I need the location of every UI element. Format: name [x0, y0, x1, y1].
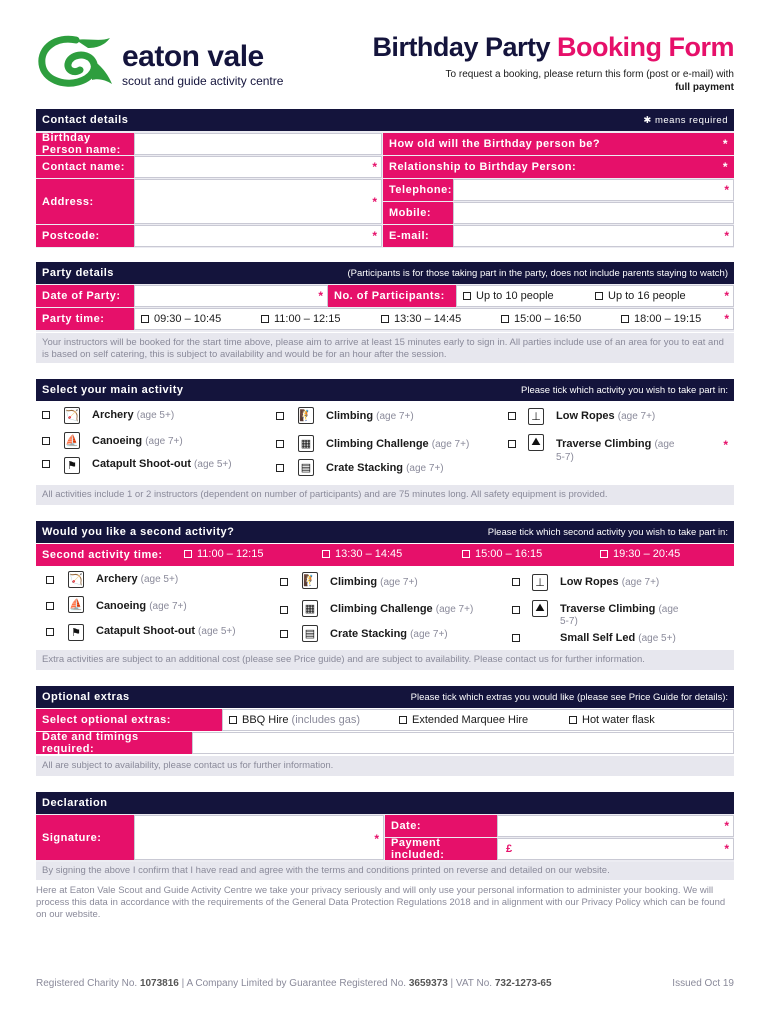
participants-10-option[interactable]: Up to 10 people	[463, 290, 554, 302]
party-header: Party details (Participants is for those taking part in the party, does not include parents staying to watch)	[36, 262, 734, 284]
checkbox[interactable]	[463, 292, 471, 300]
second-activity-note: Extra activities are subject to an additional cost (please see Price guide) and are subject to availability. Please contact us for further information.	[36, 650, 734, 670]
second-traverse-option[interactable]: Traverse Climbing (age	[560, 603, 679, 615]
birthday-person-label: Birthday Person name:	[36, 133, 134, 155]
date-of-party-label: Date of Party:	[36, 285, 134, 307]
logo-subtitle: scout and guide activity centre	[122, 74, 284, 88]
postcode-field[interactable]: *	[134, 225, 382, 247]
second-traverse-checkbox[interactable]	[512, 606, 520, 614]
charity-number: 1073816	[139, 978, 179, 989]
contact-header	[36, 109, 734, 131]
checkbox[interactable]	[569, 716, 577, 724]
low-ropes-icon: ⊥	[532, 574, 548, 591]
email-label: E-mail:	[383, 225, 453, 247]
vat-number: 732-1273-65	[494, 978, 552, 989]
second-climbing-checkbox[interactable]	[280, 578, 288, 586]
privacy-text: Here at Eaton Vale Scout and Guide Activity Centre we take your privacy seriously and will only use your personal information to administer your booking. We will process this data in accordance with the requirements of the General Data Protection Regulations 2018 and in alignment with our Privacy Policy which can be found on our website.	[36, 885, 726, 920]
required-note: ✱ means required	[643, 114, 728, 126]
hot-water-flask-option[interactable]: Hot water flask	[569, 714, 655, 726]
traverse-icon: ⛰	[532, 600, 548, 617]
main-activity-grid: 🏹 Archery (age 5+) ⛵ Canoeing (age 7+) ⚑ Catapult Shoot-out (age 5+) 🧗 Climbing (age 7+) ▦ Climbing Challenge (age 7+) ▤ Crate Stacking (age 7+) ⊥ Low Ropes (age 7+) ⛰ Traverse Climbing (age 5-7) *	[36, 401, 734, 481]
second-time-4[interactable]: 19:30 – 20:45	[600, 548, 680, 560]
second-archery-checkbox[interactable]	[46, 576, 54, 584]
catapult-icon: ⚑	[68, 624, 84, 641]
second-time-label: Second activity time:	[36, 544, 176, 566]
second-climbing-challenge-option[interactable]: Climbing Challenge (age 7+)	[330, 603, 474, 615]
second-activity-grid	[36, 566, 734, 648]
archery-icon: 🏹	[64, 407, 80, 424]
second-time-3[interactable]: 15:00 – 16:15	[462, 548, 542, 560]
second-crate-checkbox[interactable]	[280, 630, 288, 638]
party-note: Your instructors will be booked for the start time above, please aim to arrive at least 15 minutes early to sign in. All parties include use of an area for you to eat and is based on self catering, this is subject to availability and would be for an hour after the session.	[36, 333, 734, 363]
contact-header-label: Contact details	[42, 114, 129, 126]
climbing-challenge-option[interactable]: Climbing Challenge (age 7+)	[326, 438, 470, 450]
second-canoeing-checkbox[interactable]	[46, 602, 54, 610]
participants-label: No. of Participants:	[328, 285, 456, 307]
catapult-option[interactable]: Catapult Shoot-out (age 5+)	[92, 458, 232, 470]
address-field[interactable]: *	[134, 179, 382, 224]
checkbox[interactable]	[462, 550, 470, 558]
second-catapult-checkbox[interactable]	[46, 628, 54, 636]
checkbox[interactable]	[261, 315, 269, 323]
title-part-2: Booking Form	[557, 32, 734, 62]
declaration-note: By signing the above I confirm that I have read and agree with the terms and conditions printed on reverse and detailed on our website.	[36, 862, 734, 880]
traverse-checkbox[interactable]	[508, 440, 516, 448]
second-canoeing-option[interactable]: Canoeing (age 7+)	[96, 600, 187, 612]
climbing-option[interactable]: Climbing (age 7+)	[326, 410, 414, 422]
climbing-wall-icon: ▦	[298, 435, 314, 452]
timings-label: Date and timings required:	[36, 732, 192, 754]
date-of-party-field[interactable]: *	[134, 285, 328, 307]
logo	[36, 34, 296, 90]
crate-stacking-checkbox[interactable]	[276, 464, 284, 472]
currency-symbol: £	[506, 843, 513, 855]
second-activity-header: Would you like a second activity? Please tick which second activity you wish to take part in:	[36, 521, 734, 543]
telephone-field[interactable]: *	[453, 179, 734, 201]
contact-name-field[interactable]: *	[134, 156, 382, 178]
traverse-icon: ⛰	[528, 434, 544, 451]
logo-name: eaton vale	[122, 40, 264, 73]
second-crate-option[interactable]: Crate Stacking (age 7+)	[330, 628, 448, 640]
catapult-icon: ⚑	[64, 457, 80, 474]
page-title	[372, 32, 734, 63]
extras-options	[222, 709, 734, 731]
climbing-icon: 🧗	[302, 572, 318, 589]
date-label: Date:	[385, 815, 497, 837]
checkbox[interactable]	[621, 315, 629, 323]
small-self-led-checkbox[interactable]	[512, 634, 520, 642]
time-option-1[interactable]: 09:30 – 10:45	[141, 313, 221, 325]
mobile-label: Mobile:	[383, 202, 453, 224]
issued-date: Issued Oct 19	[672, 978, 734, 989]
checkbox[interactable]	[229, 716, 237, 724]
checkbox[interactable]	[141, 315, 149, 323]
checkbox[interactable]	[322, 550, 330, 558]
contact-name-label: Contact name:	[36, 156, 134, 178]
archery-option[interactable]: Archery (age 5+)	[92, 409, 175, 421]
extras-header: Optional extras Please tick which extras you would like (please see Price Guide for details):	[36, 686, 734, 708]
postcode-label: Postcode:	[36, 225, 134, 247]
timings-field[interactable]	[192, 732, 734, 754]
climbing-challenge-checkbox[interactable]	[276, 440, 284, 448]
traverse-option[interactable]: Traverse Climbing (age	[556, 438, 675, 450]
checkbox[interactable]	[600, 550, 608, 558]
canoe-icon: ⛵	[68, 596, 84, 613]
mobile-field[interactable]	[453, 202, 734, 224]
telephone-label: Telephone:	[383, 179, 453, 201]
participants-16-option[interactable]: Up to 16 people	[595, 290, 686, 302]
relationship-label: Relationship to Birthday Person: *	[383, 156, 734, 178]
climbing-checkbox[interactable]	[276, 412, 284, 420]
low-ropes-checkbox[interactable]	[508, 412, 516, 420]
checkbox[interactable]	[399, 716, 407, 724]
low-ropes-option[interactable]: Low Ropes (age 7+)	[556, 410, 656, 422]
email-field[interactable]: *	[453, 225, 734, 247]
checkbox[interactable]	[184, 550, 192, 558]
payment-label: Payment included:	[385, 838, 497, 860]
signature-field[interactable]: *	[134, 815, 384, 860]
party-time-options: 09:30 – 10:45 11:00 – 12:15 13:30 – 14:45 15:00 – 16:50 18:00 – 19:15 *	[134, 308, 734, 330]
traverse-age: 5-7)	[556, 452, 574, 463]
time-option-4[interactable]: 15:00 – 16:50	[501, 313, 581, 325]
catapult-checkbox[interactable]	[42, 460, 50, 468]
crate-icon: ▤	[302, 625, 318, 642]
main-activity-header: Select your main activity Please tick which activity you wish to take part in:	[36, 379, 734, 401]
footer: Registered Charity No. 1073816 | A Company Limited by Guarantee Registered No. 3659373 | VAT No. 732-1273-65 Issued Oct 19	[36, 978, 734, 989]
title-part-1: Birthday Party	[372, 32, 557, 62]
low-ropes-icon: ⊥	[528, 408, 544, 425]
main-activity-note: All activities include 1 or 2 instructors (dependent on number of participants) and are 75 minutes long. All safety equipment is provided.	[36, 485, 734, 505]
small-self-led-option[interactable]: Small Self Led (age 5+)	[560, 632, 676, 644]
checkbox[interactable]	[501, 315, 509, 323]
archery-checkbox[interactable]	[42, 411, 50, 419]
time-option-3[interactable]: 13:30 – 14:45	[381, 313, 461, 325]
climbing-wall-icon: ▦	[302, 600, 318, 617]
party-header-note: (Participants is for those taking part in the party, does not include parents staying to watch)	[347, 267, 728, 279]
marquee-hire-option[interactable]: Extended Marquee Hire	[399, 714, 528, 726]
time-option-2[interactable]: 11:00 – 12:15	[261, 313, 340, 325]
intro-line-1: To request a booking, please return this form (post or e-mail) with	[445, 69, 734, 80]
climbing-icon: 🧗	[298, 407, 314, 424]
archery-icon: 🏹	[68, 571, 84, 588]
participants-options: Up to 10 people Up to 16 people *	[456, 285, 734, 307]
signature-label: Signature:	[36, 815, 134, 860]
second-climbing-option[interactable]: Climbing (age 7+)	[330, 576, 418, 588]
canoeing-checkbox[interactable]	[42, 437, 50, 445]
checkbox[interactable]	[381, 315, 389, 323]
address-label: Address:	[36, 179, 134, 224]
extras-note: All are subject to availability, please contact us for further information.	[36, 756, 734, 776]
second-traverse-age: 5-7)	[560, 616, 578, 627]
select-extras-label: Select optional extras:	[36, 709, 222, 731]
second-time-2[interactable]: 13:30 – 14:45	[322, 548, 402, 560]
time-option-5[interactable]: 18:00 – 19:15	[621, 313, 701, 325]
party-time-label: Party time:	[36, 308, 134, 330]
dragon-logo-icon	[36, 34, 116, 90]
date-field[interactable]: *	[497, 815, 734, 837]
crate-icon: ▤	[298, 459, 314, 476]
checkbox[interactable]	[595, 292, 603, 300]
bbq-hire-option[interactable]: BBQ Hire (includes gas)	[229, 714, 360, 726]
intro-line-2: full payment	[675, 82, 734, 93]
second-low-ropes-checkbox[interactable]	[512, 578, 520, 586]
second-archery-option[interactable]: Archery (age 5+)	[96, 573, 179, 585]
company-number: 3659373	[408, 978, 448, 989]
canoeing-option[interactable]: Canoeing (age 7+)	[92, 435, 183, 447]
second-time-options	[176, 544, 734, 566]
payment-field[interactable]: £ *	[497, 838, 734, 860]
declaration-header: Declaration	[36, 792, 734, 814]
second-climbing-challenge-checkbox[interactable]	[280, 606, 288, 614]
second-low-ropes-option[interactable]: Low Ropes (age 7+)	[560, 576, 660, 588]
canoe-icon: ⛵	[64, 432, 80, 449]
how-old-label: How old will the Birthday person be? *	[383, 133, 734, 155]
birthday-person-field[interactable]	[134, 133, 382, 155]
second-time-1[interactable]: 11:00 – 12:15	[184, 548, 263, 560]
crate-stacking-option[interactable]: Crate Stacking (age 7+)	[326, 462, 444, 474]
second-catapult-option[interactable]: Catapult Shoot-out (age 5+)	[96, 625, 236, 637]
